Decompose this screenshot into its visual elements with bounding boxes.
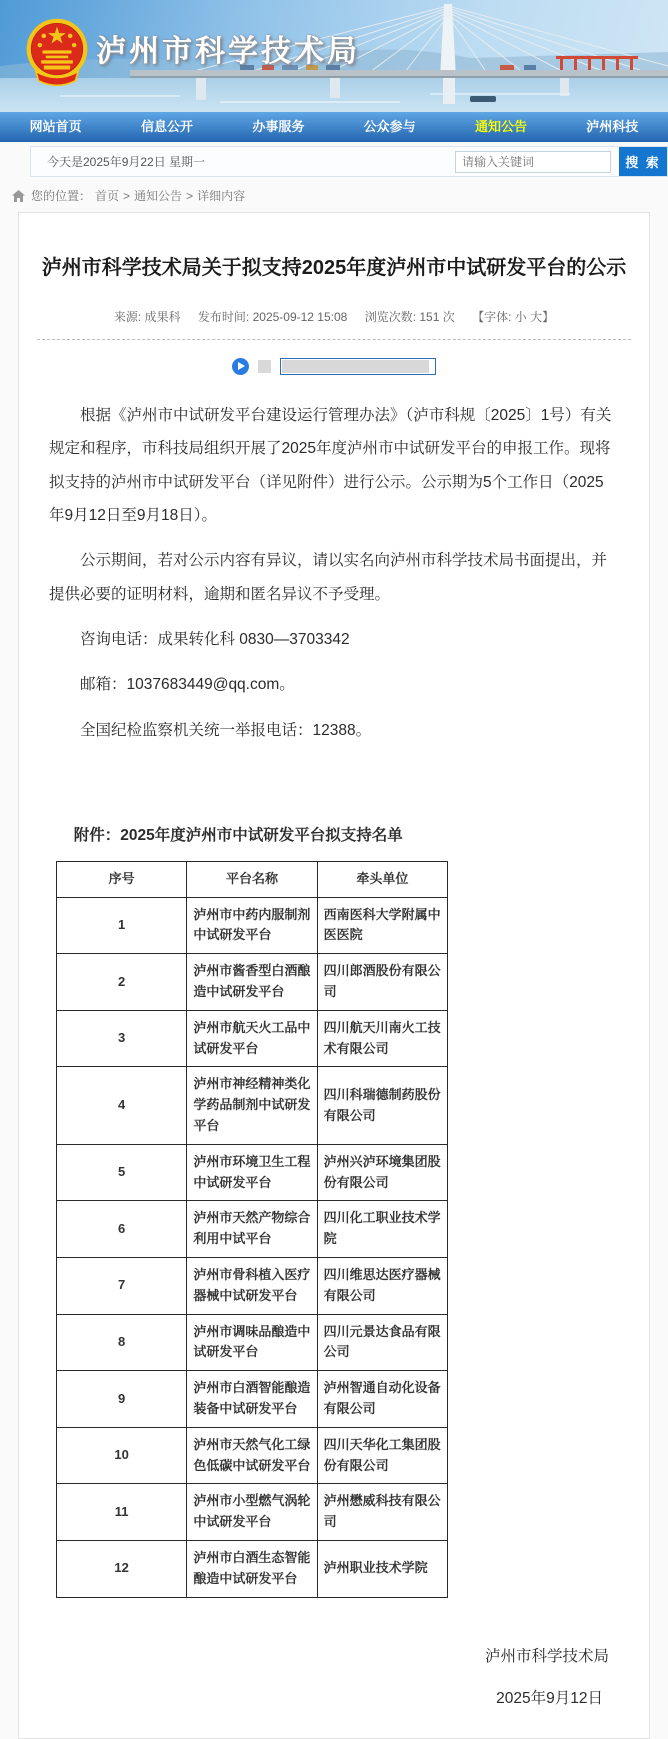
table-row <box>57 954 448 1011</box>
table-cell: 泸州市白酒智能酿造装备中试研发平台 <box>187 1371 317 1428</box>
table-cell: 8 <box>57 1314 187 1371</box>
audio-progress-bar[interactable] <box>280 358 436 375</box>
table-header-cell: 序号 <box>57 861 187 897</box>
article-paragraph-2: 公示期间，若对公示内容有异议，请以实名向泸州市科学技术局书面提出，并提供必要的证明材料，逾期和匿名异议不予受理。 <box>49 552 608 603</box>
platform-table <box>56 861 448 1598</box>
site-title: 泸州市科学技术局 <box>96 35 360 68</box>
audio-progress-fill <box>282 360 429 373</box>
article-title: 泸州市科学技术局关于拟支持2025年度泸州市中试研发平台的公示 <box>41 257 627 279</box>
signature-date: 2025年9月12日 <box>496 1689 603 1707</box>
article-container <box>18 212 650 1739</box>
search-input[interactable] <box>455 151 611 173</box>
meta-views: 浏览次数: 151 次 <box>364 310 455 324</box>
signature-org: 泸州市科学技术局 <box>484 1647 609 1665</box>
table-row <box>57 1427 448 1484</box>
table-cell: 四川维思达医疗器械有限公司 <box>317 1257 447 1314</box>
table-cell: 10 <box>57 1427 187 1484</box>
table-cell: 泸州兴泸环境集团股份有限公司 <box>317 1144 447 1201</box>
table-cell: 四川化工职业技术学院 <box>317 1201 447 1258</box>
table-row <box>57 1540 448 1597</box>
table-row <box>57 1010 448 1067</box>
dashed-divider <box>37 339 631 340</box>
table-row <box>57 1257 448 1314</box>
nav-item-5[interactable]: 泸州科技 <box>586 119 639 134</box>
table-cell: 11 <box>57 1484 187 1541</box>
nav-item-2[interactable]: 办事服务 <box>252 119 305 134</box>
table-cell: 泸州市神经精神类化学药品制剂中试研发平台 <box>187 1067 317 1144</box>
table-row <box>57 1144 448 1201</box>
article-paragraph-3: 咨询电话：成果转化科 0830—3703342 <box>80 630 350 648</box>
table-cell: 泸州智通自动化设备有限公司 <box>317 1371 447 1428</box>
utility-bar <box>30 146 668 177</box>
article-meta <box>19 308 649 325</box>
nav-item-0[interactable]: 网站首页 <box>29 119 82 134</box>
table-cell: 泸州市航天火工品中试研发平台 <box>187 1010 317 1067</box>
meta-publish-time: 发布时间: 2025-09-12 15:08 <box>197 310 348 324</box>
table-cell: 泸州市骨科植入医疗器械中试研发平台 <box>187 1257 317 1314</box>
table-cell: 四川天华化工集团股份有限公司 <box>317 1427 447 1484</box>
breadcrumb-separator: > <box>186 188 194 203</box>
current-date-text: 今天是2025年9月22日 星期一 <box>47 155 206 169</box>
article-body <box>49 399 619 747</box>
table-cell: 四川元景达食品有限公司 <box>317 1314 447 1371</box>
nav-item-1[interactable]: 信息公开 <box>140 119 193 134</box>
table-cell: 4 <box>57 1067 187 1144</box>
site-banner <box>0 0 668 112</box>
table-cell: 泸州职业技术学院 <box>317 1540 447 1597</box>
article-paragraph-5: 全国纪检监察机关统一举报电话：12388。 <box>80 721 372 739</box>
table-cell: 四川科瑞德制药股份有限公司 <box>317 1067 447 1144</box>
table-cell: 泸州市调味品酿造中试研发平台 <box>187 1314 317 1371</box>
table-cell: 四川航天川南火工技术有限公司 <box>317 1010 447 1067</box>
breadcrumb-section[interactable]: 通知公告 <box>134 189 183 203</box>
table-row <box>57 1067 448 1144</box>
table-row <box>57 1314 448 1371</box>
nav-item-4[interactable]: 通知公告 <box>474 119 527 134</box>
table-cell: 泸州市小型燃气涡轮中试研发平台 <box>187 1484 317 1541</box>
search-button[interactable]: 搜 索 <box>619 147 667 176</box>
table-cell: 泸州市酱香型白酒酿造中试研发平台 <box>187 954 317 1011</box>
table-cell: 3 <box>57 1010 187 1067</box>
table-header-cell: 平台名称 <box>187 861 317 897</box>
table-header-row <box>57 861 448 897</box>
meta-source: 来源: 成果科 <box>113 310 181 324</box>
stop-icon[interactable] <box>258 360 271 373</box>
table-row <box>57 1484 448 1541</box>
table-cell: 泸州市环境卫生工程中试研发平台 <box>187 1144 317 1201</box>
table-cell: 6 <box>57 1201 187 1258</box>
table-cell: 5 <box>57 1144 187 1201</box>
table-cell: 泸州市白酒生态智能酿造中试研发平台 <box>187 1540 317 1597</box>
breadcrumb-current: 详细内容 <box>197 189 246 203</box>
national-emblem-logo <box>24 16 90 94</box>
meta-font-size-control[interactable]: 【字体: 小 大】 <box>472 310 555 324</box>
table-cell: 12 <box>57 1540 187 1597</box>
main-nav <box>0 112 668 142</box>
breadcrumb-separator: > <box>123 188 131 203</box>
table-cell: 泸州市天然气化工绿色低碳中试研发平台 <box>187 1427 317 1484</box>
table-cell: 泸州市中药内服制剂中试研发平台 <box>187 897 317 954</box>
article-paragraph-4: 邮箱：1037683449@qq.com。 <box>80 676 295 694</box>
table-row <box>57 1371 448 1428</box>
table-cell: 四川郎酒股份有限公司 <box>317 954 447 1011</box>
nav-item-3[interactable]: 公众参与 <box>363 119 416 134</box>
table-cell: 1 <box>57 897 187 954</box>
table-cell: 7 <box>57 1257 187 1314</box>
attachment-line: 附件：2025年度泸州市中试研发平台拟支持名单 <box>73 826 403 844</box>
table-cell: 西南医科大学附属中医医院 <box>317 897 447 954</box>
home-icon <box>12 190 25 202</box>
table-cell: 泸州懋威科技有限公司 <box>317 1484 447 1541</box>
table-header-cell: 牵头单位 <box>317 861 447 897</box>
table-row <box>57 897 448 954</box>
table-cell: 2 <box>57 954 187 1011</box>
table-cell: 泸州市天然产物综合利用中试平台 <box>187 1201 317 1258</box>
breadcrumb-home[interactable]: 首页 <box>95 189 120 203</box>
table-row <box>57 1201 448 1258</box>
breadcrumb-prefix: 您的位置： <box>31 189 92 203</box>
article-paragraph-1: 根据《泸州市中试研发平台建设运行管理办法》（泸市科规〔2025〕1号）有关规定和程序，市科技局组织开展了2025年度泸州市中试研发平台的申报工作。现将拟支持的泸州市中试研发平台（详见附件）进行公示。公示期为5个工作日（2025年9月12日至9月18日）。 <box>49 407 612 524</box>
audio-reader-widget <box>19 358 649 375</box>
table-cell: 9 <box>57 1371 187 1428</box>
breadcrumb <box>0 177 668 212</box>
play-icon[interactable] <box>232 358 249 375</box>
